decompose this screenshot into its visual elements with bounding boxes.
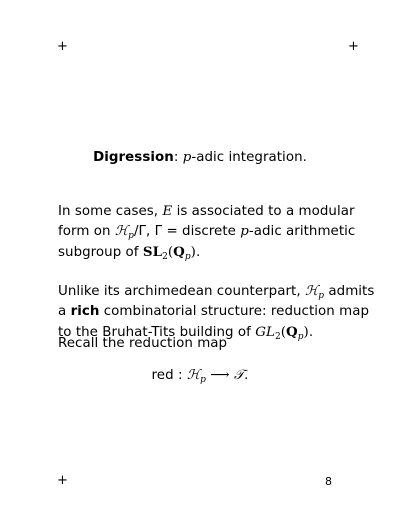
para2-line2 [58, 304, 369, 320]
math-p: p [240, 224, 249, 239]
heading-rest: -adic integration. [191, 150, 307, 165]
math-H: ℋ [304, 284, 319, 299]
para3-line1 [58, 336, 227, 352]
text: is associated to a modular [176, 204, 355, 219]
heading-bold: Digression [93, 150, 174, 165]
math-H: ℋ [186, 368, 201, 383]
slide-heading [0, 150, 400, 166]
para1-line2 [58, 224, 355, 240]
math-Q: Q [286, 324, 298, 340]
emphasis-rich: rich [70, 304, 100, 319]
text: a [58, 304, 67, 319]
para1-line3 [58, 244, 200, 261]
math-Q: Q [173, 244, 185, 260]
para1-line1 [58, 204, 355, 220]
text: Unlike its archimedean counterpart, [58, 284, 301, 299]
corner-mark-bottom-left: + [57, 473, 68, 488]
corner-mark-top-right: + [348, 39, 359, 54]
math-paren: ). [190, 245, 201, 260]
corner-mark-top-left: + [57, 39, 68, 54]
text: combinatorial structure: reduction map [103, 304, 370, 319]
text: Recall the reduction map [58, 336, 228, 351]
formula-dot: . [244, 368, 249, 383]
reduction-formula [0, 368, 400, 384]
heading-p: p [182, 150, 192, 165]
math-sub-2: 2 [162, 252, 168, 262]
formula-red: red : [151, 368, 183, 383]
math-SL: SL [142, 244, 163, 260]
math-sub-p: p [297, 332, 304, 342]
heading-colon: : [173, 150, 179, 165]
arrow-icon: ⟶ [210, 368, 230, 383]
text: -adic arithmetic [248, 224, 356, 239]
math-sub-p: p [318, 291, 325, 301]
math-H: ℋ [114, 224, 129, 239]
math-paren: ( [280, 325, 287, 340]
math-paren: ( [167, 245, 174, 260]
math-paren: ). [303, 325, 314, 340]
text: /Γ, Γ = discrete [133, 224, 236, 239]
math-E: E [162, 204, 173, 219]
math-sub-p: p [200, 375, 206, 385]
text: subgroup of [58, 245, 139, 260]
para2-line1 [58, 284, 374, 300]
math-T: 𝒯 [233, 368, 245, 383]
page-number: 8 [325, 475, 332, 488]
math-sub-p: p [128, 231, 134, 241]
text: to the Bruhat-Tits building of [58, 325, 251, 340]
text: form on [58, 224, 111, 239]
math-sub-2: 2 [274, 332, 281, 342]
text: In some cases, [58, 204, 159, 219]
math-sub-p: p [184, 252, 191, 262]
text: admits [328, 284, 375, 299]
math-GL: GL [255, 325, 275, 340]
